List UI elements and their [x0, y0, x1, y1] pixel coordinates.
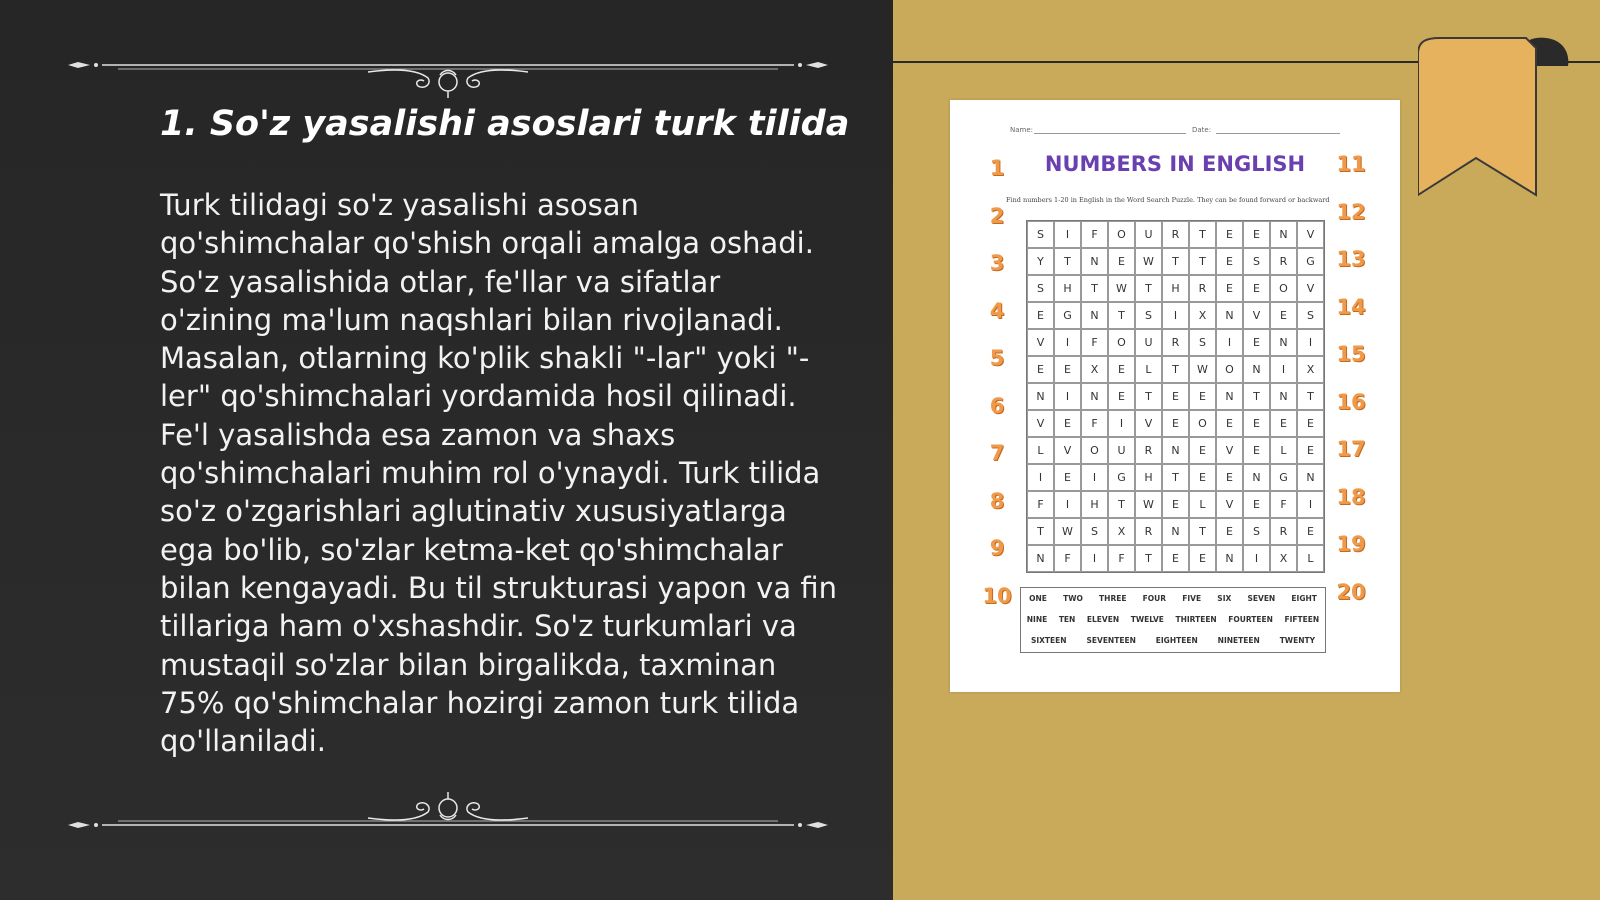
- grid-cell: N: [1216, 302, 1243, 329]
- grid-cell: S: [1243, 248, 1270, 275]
- grid-cell: T: [1135, 545, 1162, 572]
- grid-cell: N: [1162, 518, 1189, 545]
- word-bank-word: TWO: [1063, 594, 1083, 603]
- grid-cell: H: [1162, 275, 1189, 302]
- grid-cell: H: [1081, 491, 1108, 518]
- grid-cell: L: [1189, 491, 1216, 518]
- word-bank-word: TWENTY: [1279, 636, 1316, 645]
- grid-cell: T: [1135, 383, 1162, 410]
- grid-cell: T: [1162, 248, 1189, 275]
- grid-cell: N: [1270, 383, 1297, 410]
- word-bank-row: [1021, 609, 1325, 630]
- grid-cell: S: [1027, 275, 1054, 302]
- grid-cell: T: [1081, 275, 1108, 302]
- worksheet-image: [950, 100, 1400, 692]
- grid-cell: X: [1081, 356, 1108, 383]
- word-bank-word: SEVEN: [1247, 594, 1276, 603]
- grid-cell: E: [1216, 248, 1243, 275]
- grid-cell: I: [1054, 491, 1081, 518]
- worksheet-instructions: Find numbers 1-20 in English in the Word Search Puzzle. They can be found forward or backward: [1006, 196, 1330, 204]
- grid-cell: I: [1027, 464, 1054, 491]
- grid-cell: S: [1297, 302, 1324, 329]
- grid-cell: N: [1216, 383, 1243, 410]
- grid-cell: E: [1270, 410, 1297, 437]
- word-bank-word: EIGHTEEN: [1155, 636, 1198, 645]
- grid-cell: E: [1243, 437, 1270, 464]
- grid-cell: W: [1189, 356, 1216, 383]
- grid-cell: I: [1243, 545, 1270, 572]
- word-bank-word: ONE: [1029, 594, 1047, 603]
- grid-cell: T: [1162, 356, 1189, 383]
- grid-cell: N: [1081, 383, 1108, 410]
- grid-cell: E: [1243, 221, 1270, 248]
- word-search-grid: [1026, 220, 1325, 573]
- word-bank-word: EIGHT: [1291, 594, 1317, 603]
- grid-cell: F: [1270, 491, 1297, 518]
- grid-cell: E: [1108, 383, 1135, 410]
- word-bank-word: ELEVEN: [1086, 615, 1120, 624]
- grid-cell: E: [1216, 464, 1243, 491]
- grid-cell: E: [1108, 356, 1135, 383]
- left-number: 8: [989, 488, 1005, 513]
- grid-cell: T: [1054, 248, 1081, 275]
- grid-cell: N: [1081, 248, 1108, 275]
- grid-cell: N: [1162, 437, 1189, 464]
- grid-cell: F: [1027, 491, 1054, 518]
- word-bank-word: FOUR: [1142, 594, 1167, 603]
- grid-cell: E: [1297, 410, 1324, 437]
- grid-cell: E: [1162, 545, 1189, 572]
- left-number: 3: [989, 251, 1005, 275]
- grid-cell: U: [1135, 221, 1162, 248]
- grid-cell: V: [1243, 302, 1270, 329]
- word-bank-word: TEN: [1058, 615, 1076, 624]
- grid-cell: E: [1162, 491, 1189, 518]
- grid-cell: E: [1243, 410, 1270, 437]
- grid-cell: R: [1135, 437, 1162, 464]
- grid-cell: E: [1216, 221, 1243, 248]
- word-bank-word: NINETEEN: [1217, 636, 1260, 645]
- grid-cell: E: [1189, 437, 1216, 464]
- grid-cell: W: [1135, 491, 1162, 518]
- grid-cell: F: [1081, 221, 1108, 248]
- date-line: [1216, 133, 1340, 134]
- grid-cell: F: [1054, 545, 1081, 572]
- left-number: 1: [989, 156, 1005, 180]
- grid-cell: I: [1054, 221, 1081, 248]
- slide-title: 1. So'z yasalishi asoslari turk tilida: [160, 104, 850, 144]
- grid-cell: E: [1189, 383, 1216, 410]
- grid-cell: O: [1216, 356, 1243, 383]
- worksheet-name-label: Name:: [1010, 126, 1034, 134]
- right-number: 14: [1336, 294, 1366, 319]
- grid-cell: E: [1189, 464, 1216, 491]
- grid-cell: T: [1162, 464, 1189, 491]
- grid-cell: E: [1216, 275, 1243, 302]
- left-number: 9: [989, 536, 1005, 560]
- grid-cell: E: [1027, 356, 1054, 383]
- grid-cell: V: [1297, 221, 1324, 248]
- grid-cell: T: [1189, 221, 1216, 248]
- grid-cell: L: [1270, 437, 1297, 464]
- grid-cell: G: [1108, 464, 1135, 491]
- grid-cell: V: [1027, 410, 1054, 437]
- grid-cell: O: [1189, 410, 1216, 437]
- grid-cell: X: [1297, 356, 1324, 383]
- grid-cell: F: [1081, 410, 1108, 437]
- word-bank-word: TWELVE: [1130, 615, 1164, 624]
- grid-cell: V: [1054, 437, 1081, 464]
- grid-cell: S: [1081, 518, 1108, 545]
- left-number: 6: [989, 393, 1005, 418]
- grid-cell: N: [1243, 464, 1270, 491]
- right-number: 16: [1336, 389, 1366, 414]
- grid-cell: I: [1081, 545, 1108, 572]
- word-bank-row: [1021, 588, 1325, 609]
- grid-cell: I: [1054, 383, 1081, 410]
- grid-cell: O: [1081, 437, 1108, 464]
- grid-cell: N: [1270, 221, 1297, 248]
- worksheet-date-label: Date:: [1192, 126, 1212, 134]
- grid-cell: E: [1108, 248, 1135, 275]
- grid-cell: X: [1108, 518, 1135, 545]
- grid-cell: E: [1027, 302, 1054, 329]
- word-bank-word: FIFTEEN: [1284, 615, 1320, 624]
- word-bank-word: FIVE: [1182, 594, 1202, 603]
- grid-cell: H: [1054, 275, 1081, 302]
- grid-cell: E: [1189, 545, 1216, 572]
- grid-cell: G: [1270, 464, 1297, 491]
- grid-cell: I: [1162, 302, 1189, 329]
- word-bank-word: SIX: [1217, 594, 1232, 603]
- grid-cell: E: [1297, 437, 1324, 464]
- grid-cell: S: [1135, 302, 1162, 329]
- right-number: 18: [1336, 484, 1366, 509]
- grid-cell: E: [1270, 302, 1297, 329]
- grid-cell: N: [1081, 302, 1108, 329]
- right-number: 13: [1336, 247, 1366, 271]
- grid-cell: E: [1216, 410, 1243, 437]
- grid-cell: I: [1216, 329, 1243, 356]
- word-bank-word: NINE: [1026, 615, 1048, 624]
- top-ornament: [68, 38, 828, 98]
- grid-cell: E: [1054, 356, 1081, 383]
- grid-cell: E: [1243, 491, 1270, 518]
- grid-cell: I: [1270, 356, 1297, 383]
- grid-cell: E: [1162, 383, 1189, 410]
- right-number: 20: [1336, 579, 1366, 604]
- grid-cell: V: [1297, 275, 1324, 302]
- left-number: 7: [989, 441, 1005, 465]
- grid-cell: L: [1027, 437, 1054, 464]
- grid-cell: V: [1135, 410, 1162, 437]
- grid-cell: E: [1243, 275, 1270, 302]
- worksheet-title: NUMBERS IN ENGLISH: [1044, 152, 1306, 176]
- grid-cell: R: [1270, 518, 1297, 545]
- bookmark-ribbon-icon: [1418, 36, 1588, 201]
- grid-cell: O: [1108, 329, 1135, 356]
- right-number: 11: [1336, 152, 1366, 176]
- grid-cell: R: [1135, 518, 1162, 545]
- word-bank: [1020, 587, 1326, 653]
- grid-cell: N: [1243, 356, 1270, 383]
- grid-cell: T: [1027, 518, 1054, 545]
- grid-cell: O: [1108, 221, 1135, 248]
- word-bank-word: THREE: [1099, 594, 1127, 603]
- grid-cell: F: [1081, 329, 1108, 356]
- grid-cell: N: [1270, 329, 1297, 356]
- grid-cell: W: [1108, 275, 1135, 302]
- grid-cell: R: [1162, 329, 1189, 356]
- grid-cell: I: [1297, 491, 1324, 518]
- grid-cell: H: [1135, 464, 1162, 491]
- grid-cell: G: [1297, 248, 1324, 275]
- grid-cell: G: [1054, 302, 1081, 329]
- grid-cell: V: [1216, 437, 1243, 464]
- left-number: 4: [989, 298, 1005, 323]
- grid-cell: I: [1054, 329, 1081, 356]
- grid-cell: T: [1297, 383, 1324, 410]
- grid-cell: N: [1216, 545, 1243, 572]
- grid-cell: I: [1081, 464, 1108, 491]
- grid-cell: W: [1135, 248, 1162, 275]
- word-bank-word: FOURTEEN: [1228, 615, 1273, 624]
- grid-cell: T: [1135, 275, 1162, 302]
- word-bank-row: [1021, 630, 1325, 651]
- grid-cell: X: [1270, 545, 1297, 572]
- grid-cell: U: [1108, 437, 1135, 464]
- word-bank-word: SEVENTEEN: [1086, 636, 1136, 645]
- grid-cell: N: [1297, 464, 1324, 491]
- grid-cell: E: [1162, 410, 1189, 437]
- left-number: 10: [982, 583, 1012, 608]
- grid-cell: N: [1027, 383, 1054, 410]
- grid-cell: S: [1027, 221, 1054, 248]
- slide-body-text: Turk tilidagi so'z yasalishi asosan qo'shimchalar qo'shish orqali amalga oshadi. So'z yasalishida otlar, fe'llar va sifatlar o'zining ma'lum naqshlari bilan rivojlanadi. Masalan, otlarning ko'plik shakli "-lar" yoki "-ler" qo'shimchalari yordamida hosil qilinadi. Fe'l yasalishda esa zamon va shaxs qo'shimchalari muhim rol o'ynaydi. Turk tilida so'z o'zgarishlari aglutinativ xususiyatlarga ega bo'lib, so'zlar ketma-ket qo'shimchalar bilan kengayadi. Bu til strukturasi yapon va fin tillariga ham o'xshashdir. So'z turkumlari va mustaqil so'zlar bilan birgalikda, taxminan 75% qo'shimchalar hozirgi zamon turk tilida qo'llaniladi.: [160, 188, 837, 759]
- grid-cell: E: [1297, 518, 1324, 545]
- grid-cell: T: [1243, 383, 1270, 410]
- grid-cell: L: [1297, 545, 1324, 572]
- grid-cell: T: [1108, 491, 1135, 518]
- right-number: 15: [1336, 342, 1366, 366]
- grid-cell: V: [1027, 329, 1054, 356]
- word-bank-word: SIXTEEN: [1030, 636, 1067, 645]
- grid-cell: O: [1270, 275, 1297, 302]
- grid-cell: I: [1297, 329, 1324, 356]
- right-number: 17: [1336, 437, 1366, 461]
- word-bank-word: THIRTEEN: [1175, 615, 1217, 624]
- grid-cell: E: [1054, 464, 1081, 491]
- grid-cell: U: [1135, 329, 1162, 356]
- grid-cell: W: [1054, 518, 1081, 545]
- name-line: [1034, 133, 1186, 134]
- left-number: 5: [989, 346, 1005, 370]
- grid-cell: S: [1189, 329, 1216, 356]
- grid-cell: E: [1216, 518, 1243, 545]
- grid-cell: R: [1270, 248, 1297, 275]
- grid-cell: R: [1162, 221, 1189, 248]
- grid-cell: I: [1108, 410, 1135, 437]
- grid-cell: S: [1243, 518, 1270, 545]
- grid-cell: E: [1054, 410, 1081, 437]
- grid-cell: Y: [1027, 248, 1054, 275]
- grid-cell: T: [1189, 518, 1216, 545]
- grid-cell: L: [1135, 356, 1162, 383]
- grid-cell: F: [1108, 545, 1135, 572]
- grid-cell: V: [1216, 491, 1243, 518]
- grid-cell: R: [1189, 275, 1216, 302]
- grid-cell: E: [1243, 329, 1270, 356]
- bottom-ornament: [68, 772, 828, 832]
- right-number: 19: [1336, 532, 1366, 556]
- left-number: 2: [989, 203, 1005, 228]
- grid-cell: X: [1189, 302, 1216, 329]
- right-number: 12: [1336, 199, 1366, 224]
- grid-cell: T: [1189, 248, 1216, 275]
- grid-cell: N: [1027, 545, 1054, 572]
- grid-cell: T: [1108, 302, 1135, 329]
